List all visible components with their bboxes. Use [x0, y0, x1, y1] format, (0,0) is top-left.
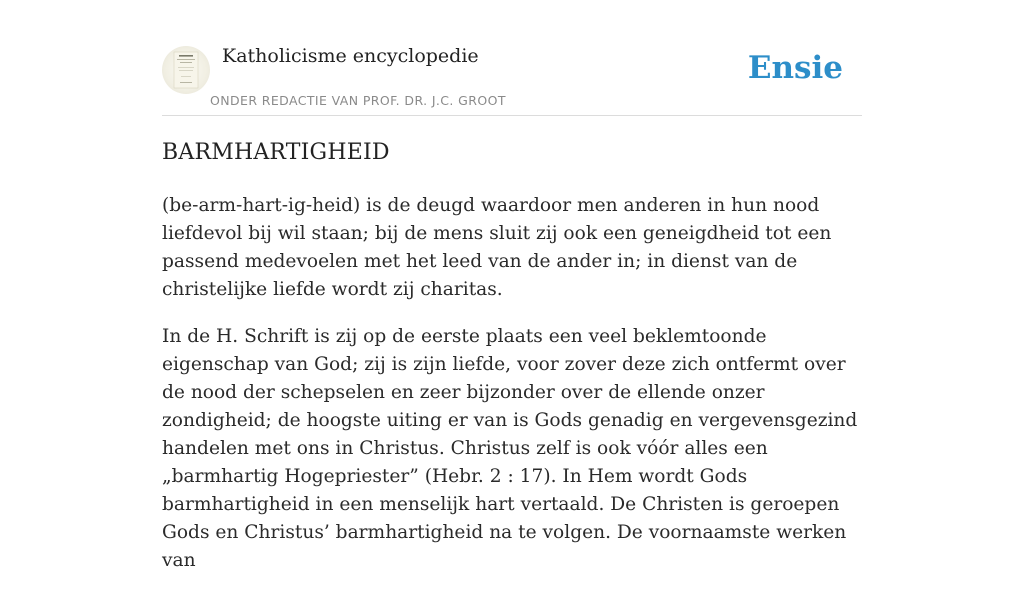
article-paragraph: (be-arm-hart-ig-heid) is de deugd waardoor men anderen in hun nood liefdevol bij wil staan; bij de mens sluit zij ook een geneigdheid tot een passend medevoelen met het leed van de ander in; in dienst van de christelijke liefde wordt zij charitas.	[162, 195, 832, 300]
article-paragraph: In de H. Schrift is zij op de eerste plaats een veel beklemtoonde eigenschap van God; zij is zijn liefde, voor zover deze zich ontfermt over de nood der schepselen en zeer bijzonder over de ellende onzer zondigheid; de hoogste uiting er van is Gods genadig en vergevensgezind handelen met ons in Christus. Christus zelf is ook vóór alles een „barmhartig Hogepriester” (Hebr. 2 : 17). In Hem wordt Gods barmhartigheid in een menselijk hart vertaald. De Christen is geroepen Gods en Christus’ barmhartigheid na te volgen. De voornaamste werken van	[162, 326, 858, 571]
site-header	[162, 40, 862, 116]
encyclopedia-title-link[interactable]: Katholicisme encyclopedie	[222, 45, 479, 67]
article-body	[162, 192, 862, 594]
ensie-logo-link[interactable]: Ensie	[747, 50, 843, 86]
book-cover-icon[interactable]	[162, 46, 210, 94]
editor-line: ONDER REDACTIE VAN PROF. DR. J.C. GROOT	[210, 93, 506, 108]
article-title: BARMHARTIGHEID	[162, 140, 390, 165]
